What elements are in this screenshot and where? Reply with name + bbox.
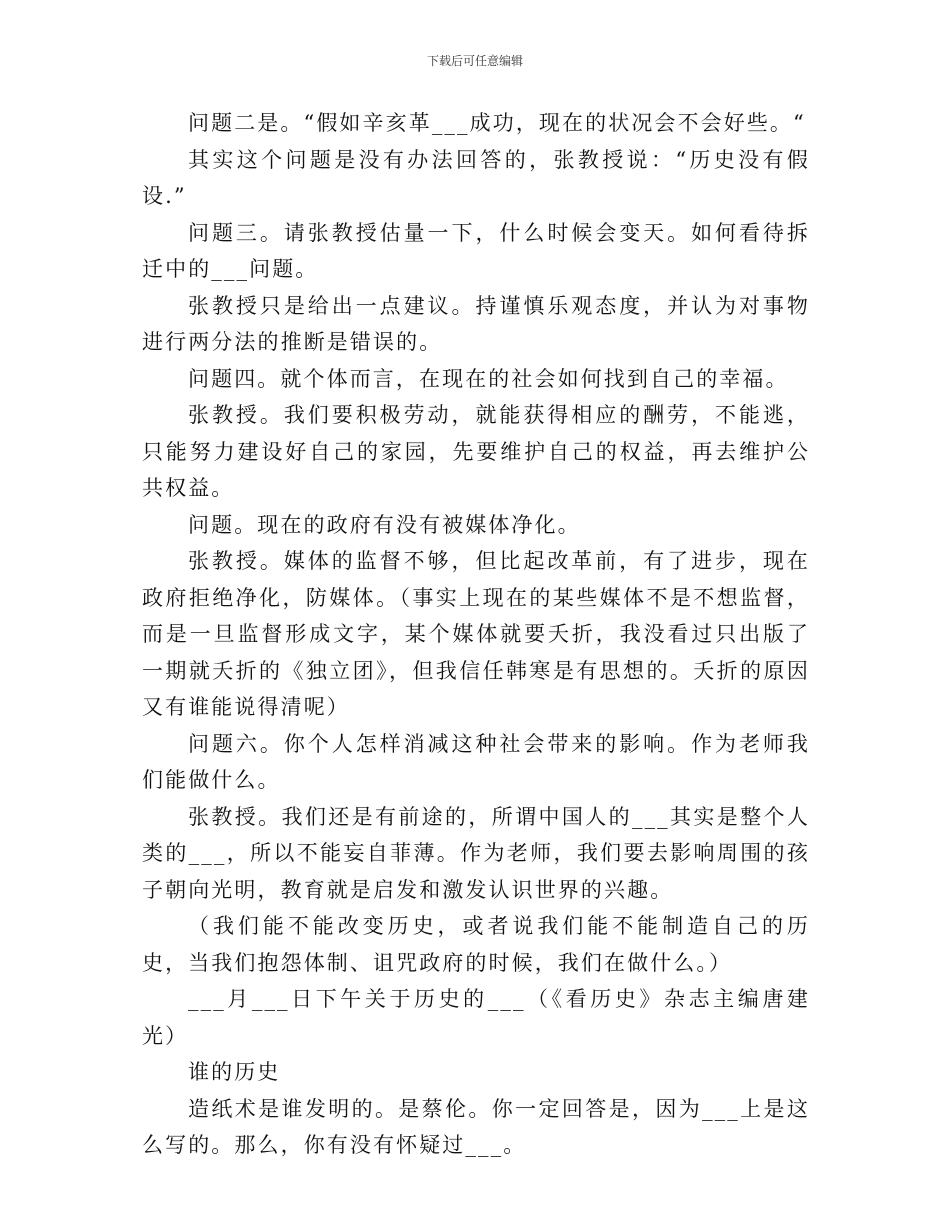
paragraph-question-6: 问题六。你个人怎样消减这种社会带来的影响。作为老师我们能做什么。 bbox=[142, 731, 810, 792]
paragraph-question-4: 问题四。就个体而言，在现在的社会如何找到自己的幸福。 bbox=[188, 366, 789, 391]
section-title: 谁的历史 bbox=[188, 1060, 281, 1084]
paragraph-question-2: 问题二是。“假如辛亥革___成功，现在的状况会不会好些。“ bbox=[188, 111, 806, 135]
paragraph-answer-5: 张教授。媒体的监督不够，但比起改革前，有了进步，现在政府拒绝净化，防媒体。（事实上现在的某些媒体不是不想监督，而是一旦监督形成文字，某个媒体就要夭折，我没看过只出版了一期就夭折的《独立团》，但我信任韩寒是有思想的。夭折的原因又有谁能说得清呢） bbox=[142, 549, 810, 719]
paragraph-lecture-info: ___月___日下午关于历史的___（《看历史》杂志主编唐建光） bbox=[142, 987, 810, 1048]
paragraph-answer-3: 张教授只是给出一点建议。持谨慎乐观态度，并认为对事物进行两分法的推断是错误的。 bbox=[142, 293, 810, 354]
paragraph-reflection: （我们能不能改变历史，或者说我们能不能制造自己的历史，当我们抱怨体制、诅咒政府的时候，我们在做什么。） bbox=[142, 914, 810, 975]
paragraph-question-5: 问题。现在的政府有没有被媒体净化。 bbox=[188, 512, 581, 537]
document-body bbox=[142, 105, 810, 1164]
page-header: 下载后可任意编辑 bbox=[426, 54, 523, 68]
paragraph-papermaking: 造纸术是谁发明的。是蔡伦。你一定回答是，因为___上是这么写的。那么，你有没有怀疑过___。 bbox=[142, 1096, 810, 1157]
paragraph-answer-2: 其实这个问题是没有办法回答的，张教授说：“历史没有假设.” bbox=[142, 147, 810, 208]
paragraph-answer-4: 张教授。我们要积极劳动，就能获得相应的酬劳，不能逃，只能努力建设好自己的家园，先要维护自己的权益，再去维护公共权益。 bbox=[142, 403, 810, 500]
paragraph-question-3: 问题三。请张教授估量一下，什么时候会变天。如何看待拆迁中的___问题。 bbox=[142, 220, 810, 281]
paragraph-answer-6: 张教授。我们还是有前途的，所谓中国人的___其实是整个人类的___，所以不能妄自菲薄。作为老师，我们要去影响周围的孩子朝向光明，教育就是启发和激发认识世界的兴趣。 bbox=[142, 804, 810, 902]
